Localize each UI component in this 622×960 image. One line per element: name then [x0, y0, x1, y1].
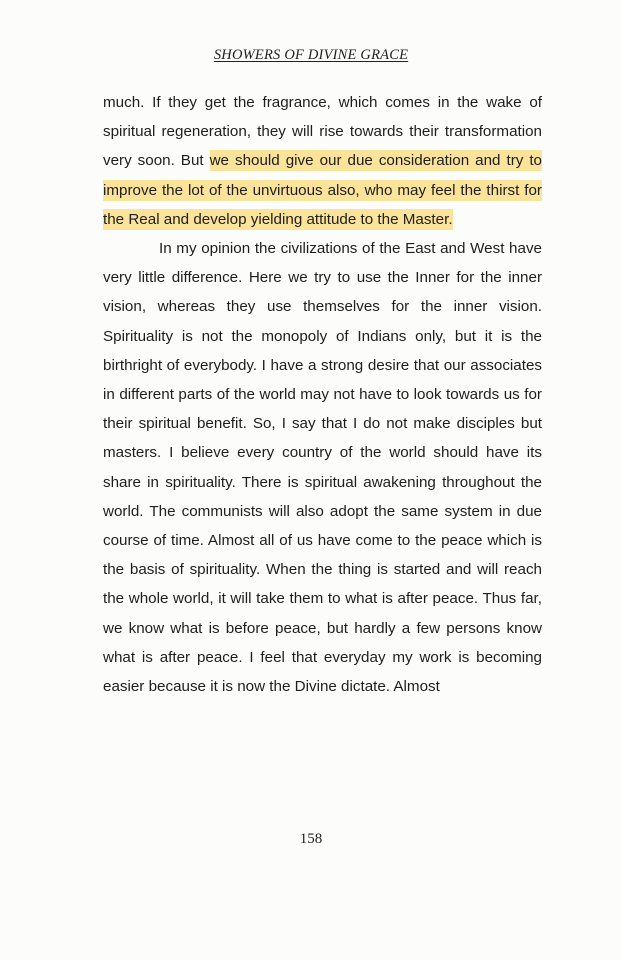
paragraph-2: In my opinion the civilizations of the East and West have very little difference. Here we try to use the Inner for the inner vision, whereas they use themselves for the inner vision. Spirituality is not the monopoly of Indians only, but it is the birthright of everybody. I have a strong desire that our associates in different parts of the world may not have to look towards us for their spiritual benefit. So, I say that I do not make disciples but masters. I believe every country of the world should have its share in spirituality. There is spiritual awakening throughout the world. The communists will also adopt the same system in due course of time. Almost all of us have come to the peace which is the basis of spirituality. When the thing is started and will reach the whole world, it will take them to what is after peace. Thus far, we know what is before peace, but hardly a few persons know what is after peace. I feel that everyday my work is becoming easier because it is now the Divine dictate. Almost: [103, 240, 542, 696]
page-body: [103, 88, 542, 701]
paragraph-1-text: much. If they get the fragrance, which comes in the wake of spiritual regeneration, they will rise towards their transformation very soon. But: [103, 94, 542, 170]
highlighted-passage[interactable]: we should give our due consideration and try to improve the lot of the unvirtuous also, who may feel the thirst for the Real and develop yielding attitude to the Master.: [103, 152, 542, 228]
paragraph-1: [103, 88, 542, 234]
running-header: SHOWERS OF DIVINE GRACE: [213, 47, 409, 63]
page-number: 158: [299, 831, 323, 847]
